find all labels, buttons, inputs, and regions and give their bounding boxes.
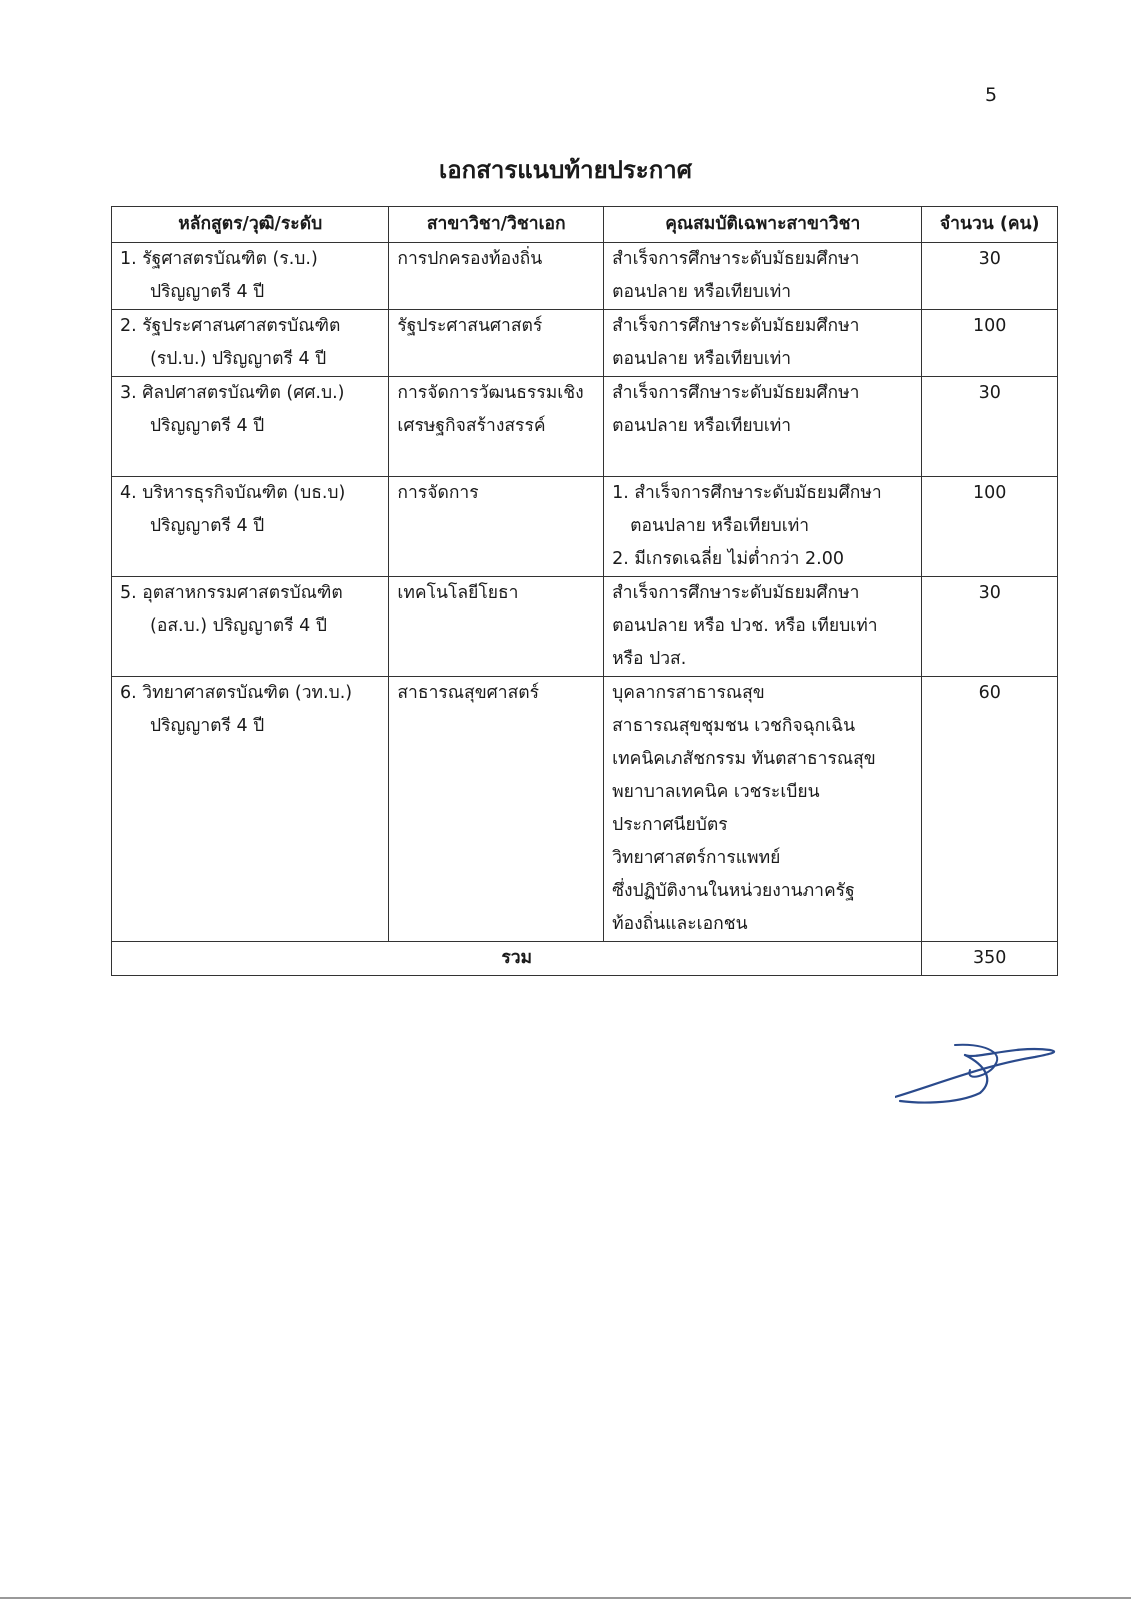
course-cell-line: 1. รัฐศาสตรบัณฑิต (ร.บ.) xyxy=(120,249,318,269)
major-cell xyxy=(389,243,604,310)
qualification-cell-line: ตอนปลาย หรือเทียบเท่า xyxy=(612,349,792,369)
count-cell: 30 xyxy=(922,577,1058,677)
qualification-cell-line: พยาบาลเทคนิค เวชระเบียน xyxy=(612,782,820,802)
qualification-cell-line: ตอนปลาย หรือเทียบเท่า xyxy=(612,282,792,302)
course-cell-line: 2. รัฐประศาสนศาสตรบัณฑิต xyxy=(120,316,341,336)
major-cell-line: รัฐประศาสนศาสตร์ xyxy=(397,316,543,336)
qualification-cell xyxy=(604,577,922,677)
qualification-cell-line: เทคนิคเภสัชกรรม ทันตสาธารณสุข xyxy=(612,749,876,769)
course-cell xyxy=(112,310,389,377)
major-cell xyxy=(389,677,604,942)
requirements-table xyxy=(111,206,1058,976)
major-cell-line: การปกครองท้องถิ่น xyxy=(397,249,543,269)
course-cell xyxy=(112,577,389,677)
total-row xyxy=(112,942,1058,976)
header-qualification: คุณสมบัติเฉพาะสาขาวิชา xyxy=(604,207,922,243)
qualification-cell-line: หรือ ปวส. xyxy=(612,649,687,669)
major-cell xyxy=(389,477,604,577)
course-cell-line: ปริญญาตรี 4 ปี xyxy=(150,416,265,436)
course-cell-line: 5. อุตสาหกรรมศาสตรบัณฑิต xyxy=(120,583,343,603)
qualification-cell-line: 2. มีเกรดเฉลี่ย ไม่ต่ำกว่า 2.00 xyxy=(612,549,844,569)
major-cell-line: เทคโนโลยีโยธา xyxy=(397,583,519,603)
table-row xyxy=(112,243,1058,310)
course-cell xyxy=(112,677,389,942)
qualification-cell xyxy=(604,677,922,942)
count-cell: 100 xyxy=(922,477,1058,577)
qualification-cell-line: สำเร็จการศึกษาระดับมัธยมศึกษา xyxy=(612,583,860,603)
qualification-cell-line: วิทยาศาสตร์การแพทย์ xyxy=(612,848,781,868)
qualification-cell-line: ซึ่งปฏิบัติงานในหน่วยงานภาครัฐ xyxy=(612,881,855,901)
count-cell: 100 xyxy=(922,310,1058,377)
major-cell-line: การจัดการ xyxy=(397,483,479,503)
qualification-cell-line: บุคลากรสาธารณสุข xyxy=(612,683,765,703)
qualification-cell-line: สำเร็จการศึกษาระดับมัธยมศึกษา xyxy=(612,316,860,336)
major-cell-line: การจัดการวัฒนธรรมเชิง xyxy=(397,383,584,403)
count-cell: 30 xyxy=(922,377,1058,477)
total-label: รวม xyxy=(112,942,922,976)
count-cell: 30 xyxy=(922,243,1058,310)
qualification-cell-line: สำเร็จการศึกษาระดับมัธยมศึกษา xyxy=(612,249,860,269)
count-cell: 60 xyxy=(922,677,1058,942)
course-cell-line: (รป.บ.) ปริญญาตรี 4 ปี xyxy=(150,349,327,369)
document-title: เอกสารแนบท้ายประกาศ xyxy=(439,156,692,184)
major-cell-line: สาธารณสุขศาสตร์ xyxy=(397,683,540,703)
table-body xyxy=(112,243,1058,942)
major-cell xyxy=(389,310,604,377)
qualification-cell xyxy=(604,477,922,577)
qualification-cell-line: ตอนปลาย หรือเทียบเท่า xyxy=(612,416,792,436)
header-count: จำนวน (คน) xyxy=(922,207,1058,243)
qualification-cell-line: สาธารณสุขชุมชน เวชกิจฉุกเฉิน xyxy=(612,716,856,736)
qualification-cell xyxy=(604,243,922,310)
page-bottom-rule xyxy=(0,1597,1131,1599)
total-value: 350 xyxy=(922,942,1058,976)
qualification-cell-line: ประกาศนียบัตร xyxy=(612,815,728,835)
course-cell xyxy=(112,377,389,477)
course-cell-line: ปริญญาตรี 4 ปี xyxy=(150,516,265,536)
course-cell-line: 4. บริหารธุรกิจบัณฑิต (บธ.บ) xyxy=(120,483,346,503)
table-header-row xyxy=(112,207,1058,243)
course-cell xyxy=(112,477,389,577)
table-row xyxy=(112,677,1058,942)
major-cell xyxy=(389,377,604,477)
header-course: หลักสูตร/วุฒิ/ระดับ xyxy=(112,207,389,243)
table-row xyxy=(112,577,1058,677)
qualification-cell xyxy=(604,377,922,477)
page-number: 5 xyxy=(985,84,998,106)
table-row xyxy=(112,310,1058,377)
table-row xyxy=(112,477,1058,577)
qualification-cell-line: ตอนปลาย หรือเทียบเท่า xyxy=(630,516,810,536)
qualification-cell-line: ตอนปลาย หรือ ปวช. หรือ เทียบเท่า xyxy=(612,616,878,636)
course-cell xyxy=(112,243,389,310)
course-cell-line: ปริญญาตรี 4 ปี xyxy=(150,716,265,736)
signature-image xyxy=(895,1035,1075,1115)
course-cell-line: ปริญญาตรี 4 ปี xyxy=(150,282,265,302)
qualification-cell xyxy=(604,310,922,377)
major-cell xyxy=(389,577,604,677)
qualification-cell-line: 1. สำเร็จการศึกษาระดับมัธยมศึกษา xyxy=(612,483,882,503)
table-row xyxy=(112,377,1058,477)
course-cell-line: 3. ศิลปศาสตรบัณฑิต (ศศ.บ.) xyxy=(120,383,345,403)
course-cell-line: 6. วิทยาศาสตรบัณฑิต (วท.บ.) xyxy=(120,683,353,703)
header-major: สาขาวิชา/วิชาเอก xyxy=(389,207,604,243)
qualification-cell-line: สำเร็จการศึกษาระดับมัธยมศึกษา xyxy=(612,383,860,403)
major-cell-line: เศรษฐกิจสร้างสรรค์ xyxy=(397,416,546,436)
qualification-cell-line: ท้องถิ่นและเอกชน xyxy=(612,914,748,934)
course-cell-line: (อส.บ.) ปริญญาตรี 4 ปี xyxy=(150,616,327,636)
